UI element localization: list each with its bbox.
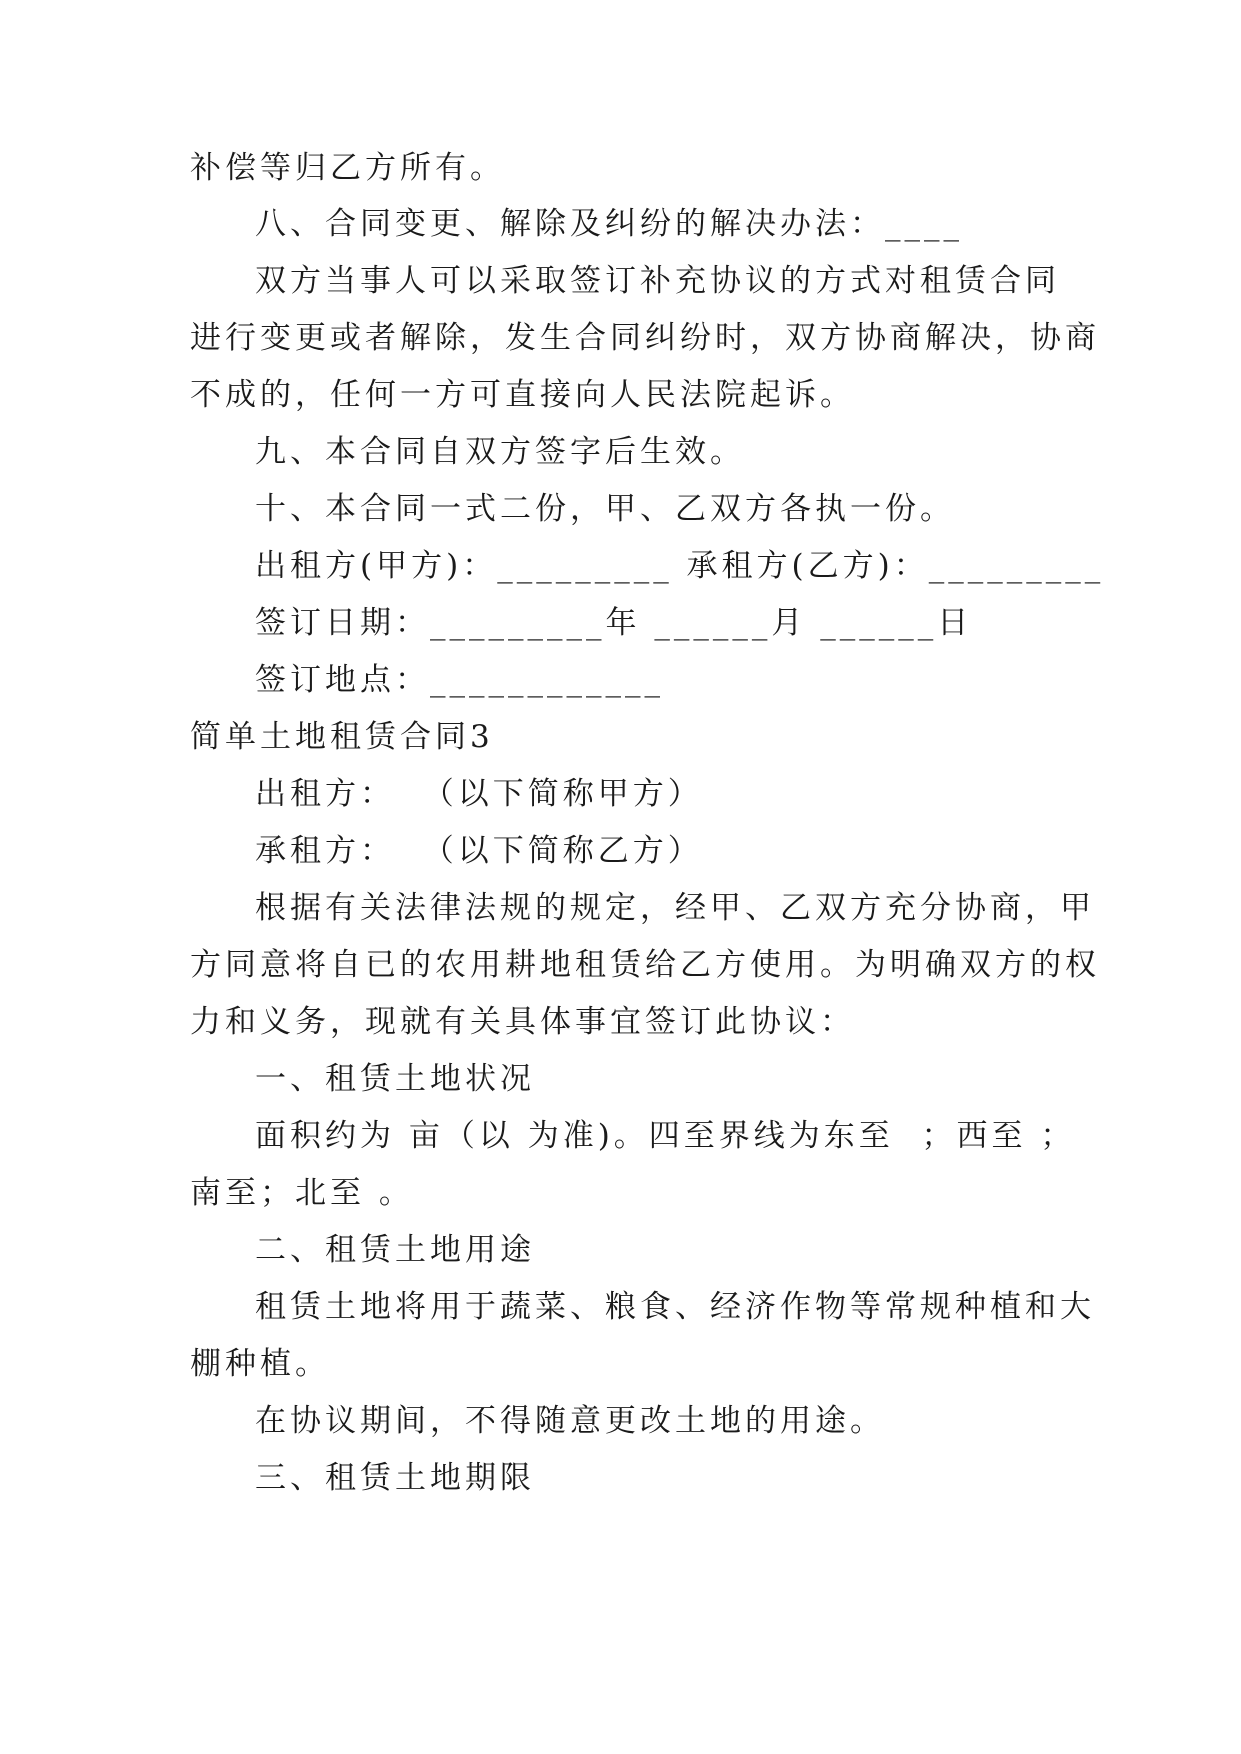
signing-place-line: 签订地点：____________ xyxy=(255,662,664,698)
section-heading: 八、合同变更、解除及纠纷的解决办法：____ xyxy=(255,206,963,242)
section-heading: 二、租赁土地用途 xyxy=(255,1232,535,1268)
section-heading: 三、租赁土地期限 xyxy=(255,1460,535,1496)
party-line: 承租方： （以下简称乙方） xyxy=(255,833,703,869)
signature-line: 出租方(甲方)：_________ 承租方(乙方)：_________ xyxy=(255,548,1105,584)
paragraph-line: 根据有关法律法规的规定，经甲、乙双方充分协商，甲 xyxy=(255,890,1095,926)
paragraph-line: 棚种植。 xyxy=(190,1346,330,1382)
party-line: 出租方： （以下简称甲方） xyxy=(255,776,703,812)
section-heading: 十、本合同一式二份，甲、乙双方各执一份。 xyxy=(255,491,955,527)
paragraph-line: 双方当事人可以采取签订补充协议的方式对租赁合同 xyxy=(255,263,1060,299)
paragraph-line: 力和义务，现就有关具体事宜签订此协议： xyxy=(190,1004,855,1040)
paragraph-line: 方同意将自已的农用耕地租赁给乙方使用。为明确双方的权 xyxy=(190,947,1100,983)
paragraph-line: 补偿等归乙方所有。 xyxy=(190,150,505,186)
contract-title: 简单土地租赁合同3 xyxy=(190,719,494,755)
section-heading: 一、租赁土地状况 xyxy=(255,1061,535,1097)
paragraph-line: 不成的，任何一方可直接向人民法院起诉。 xyxy=(190,377,855,413)
paragraph-line: 南至；北至 。 xyxy=(190,1175,414,1211)
paragraph-line: 面积约为 亩（以 为准)。四至界线为东至 ；西至 ； xyxy=(255,1118,1076,1154)
signing-date-line: 签订日期：_________年 ______月 ______日 xyxy=(255,605,973,641)
paragraph-line: 在协议期间，不得随意更改土地的用途。 xyxy=(255,1403,885,1439)
section-heading: 九、本合同自双方签字后生效。 xyxy=(255,434,745,470)
paragraph-line: 进行变更或者解除，发生合同纠纷时，双方协商解决，协商 xyxy=(190,320,1100,356)
paragraph-line: 租赁土地将用于蔬菜、粮食、经济作物等常规种植和大 xyxy=(255,1289,1095,1325)
